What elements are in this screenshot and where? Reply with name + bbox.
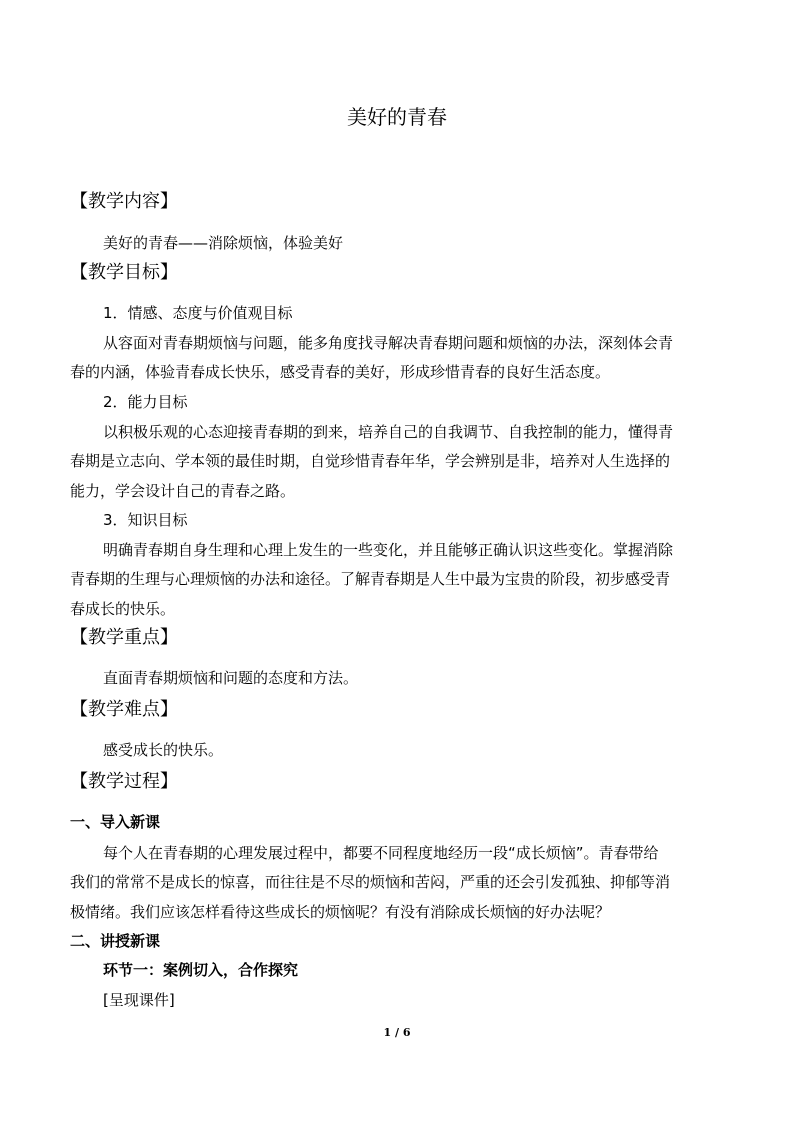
- step1-title: 环节一：案例切入，合作探究: [103, 961, 299, 979]
- heading-content: 【教学内容】: [70, 191, 178, 212]
- difficulty-text: 感受成长的快乐。: [103, 741, 224, 759]
- goal3-title: 3．知识目标: [103, 511, 188, 529]
- goal1-title: 1．情感、态度与价值观目标: [103, 304, 293, 322]
- heading-difficulty: 【教学难点】: [70, 699, 178, 720]
- part1-title: 一、导入新课: [70, 813, 161, 831]
- goal2-line: 以积极乐观的心态迎接青春期的到来，培养自己的自我调节、自我控制的能力，懂得青: [103, 423, 674, 441]
- heading-key: 【教学重点】: [70, 627, 178, 648]
- goal1-line: 春的内涵，体验青春成长快乐，感受青春的美好，形成珍惜青春的良好生活态度。: [70, 363, 611, 381]
- goal2-title: 2．能力目标: [103, 393, 188, 411]
- goal2-line: 春期是立志向、学本领的最佳时期，自觉珍惜青春年华，学会辨别是非，培养对人生选择的: [70, 452, 671, 470]
- goal3-line: 春成长的快乐。: [70, 600, 176, 618]
- goal1-line: 从容面对青春期烦恼与问题，能多角度找寻解决青春期问题和烦恼的办法，深刻体会青: [103, 334, 674, 352]
- step1-note: [呈现课件]: [103, 991, 175, 1009]
- part1-line: 每个人在青春期的心理发展过程中，都要不同程度地经历一段“成长烦恼”。青春带给: [103, 844, 659, 862]
- goal2-line: 能力，学会设计自己的青春之路。: [70, 482, 296, 500]
- page-title: 美好的青春: [347, 105, 447, 129]
- content-text: 美好的青春——消除烦恼，体验美好: [103, 234, 344, 252]
- part1-line: 极情绪。我们应该怎样看待这些成长的烦恼呢？有没有消除成长烦恼的好办法呢？: [70, 903, 611, 921]
- heading-process: 【教学过程】: [70, 771, 178, 792]
- heading-goals: 【教学目标】: [70, 262, 178, 283]
- part2-title: 二、讲授新课: [70, 932, 161, 950]
- page-number: 1 / 6: [383, 1026, 411, 1039]
- part1-line: 我们的常常不是成长的惊喜，而往往是不尽的烦恼和苦闷，严重的还会引发孤独、抑郁等消: [70, 873, 671, 891]
- goal3-line: 明确青春期自身生理和心理上发生的一些变化，并且能够正确认识这些变化。掌握消除: [103, 541, 674, 559]
- key-text: 直面青春期烦恼和问题的态度和方法。: [103, 669, 359, 687]
- goal3-line: 青春期的生理与心理烦恼的办法和途径。了解青春期是人生中最为宝贵的阶段，初步感受青: [70, 570, 671, 588]
